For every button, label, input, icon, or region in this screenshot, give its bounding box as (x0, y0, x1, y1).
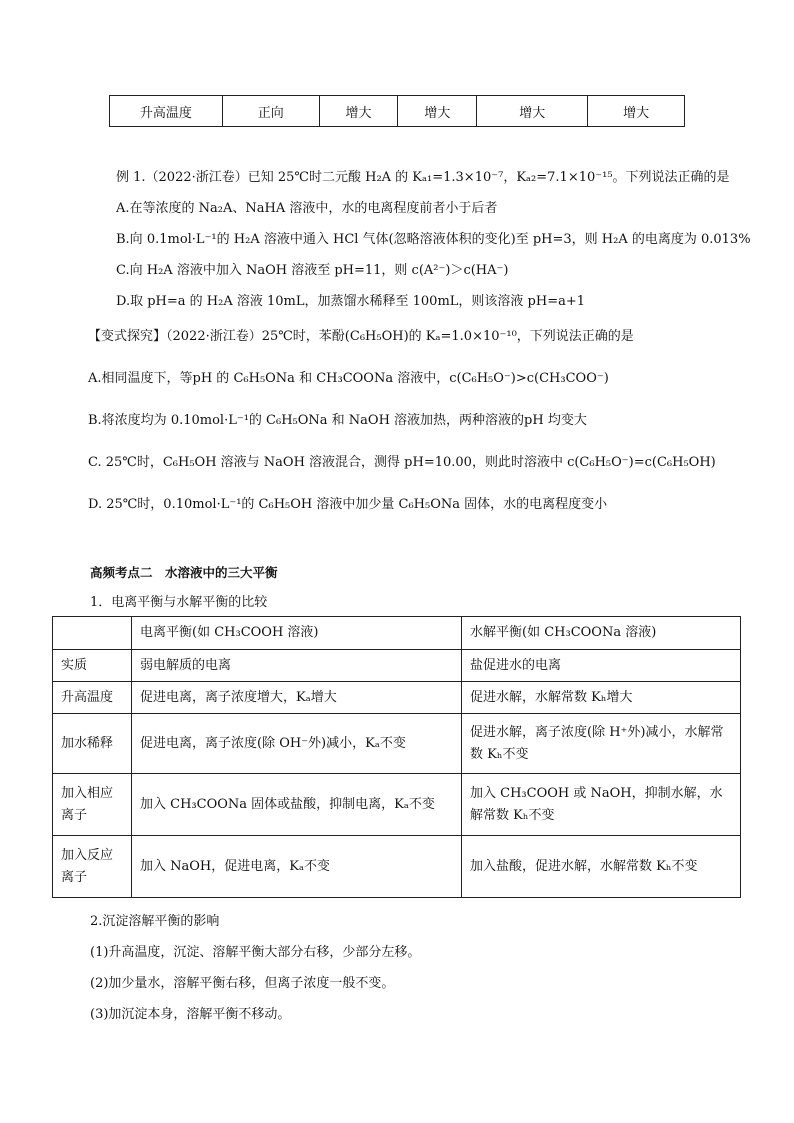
table-cell: 加入 CH₃COONa 固体或盐酸，抑制电离，Kₐ不变 (132, 774, 462, 836)
example1-option-c: C.向 H₂A 溶液中加入 NaOH 溶液至 pH=11，则 c(A²⁻)＞c(HA⁻) (116, 263, 509, 278)
table-row (53, 650, 741, 682)
table-cell: 弱电解质的电离 (132, 650, 462, 682)
subheading-precipitation: 2.沉淀溶解平衡的影响 (90, 914, 220, 929)
table-cell: 促进水解，离子浓度(除 H⁺外)减小，水解常数 Kₕ不变 (462, 714, 741, 774)
table-row (53, 682, 741, 714)
table-row (53, 774, 741, 836)
table-cell: 盐促进水的电离 (462, 650, 741, 682)
top-table (109, 95, 685, 127)
example1-option-d: D.取 pH=a 的 H₂A 溶液 10mL，加蒸馏水稀释至 100mL，则该溶液 pH=a+1 (116, 294, 585, 309)
table-cell: 促进电离，离子浓度(除 OH⁻外)减小，Kₐ不变 (132, 714, 462, 774)
table-cell: 加入 CH₃COOH 或 NaOH，抑制水解，水解常数 Kₕ不变 (462, 774, 741, 836)
table-header-row (53, 617, 741, 650)
variant-option-a: A.相同温度下，等pH 的 C₆H₅ONa 和 CH₃COONa 溶液中，c(C₆H₅O⁻)>c(CH₃COO⁻) (88, 371, 609, 386)
table-cell: 升高温度 (53, 682, 132, 714)
point-3: (3)加沉淀本身，溶解平衡不移动。 (90, 1007, 291, 1022)
table-cell: 促进水解，水解常数 Kₕ增大 (462, 682, 741, 714)
variant-option-b: B.将浓度均为 0.10mol·L⁻¹的 C₆H₅ONa 和 NaOH 溶液加热，两种溶液的pH 均变大 (88, 413, 587, 428)
table-cell: 加入 NaOH，促进电离，Kₐ不变 (132, 836, 462, 898)
point-2: (2)加少量水，溶解平衡右移，但离子浓度一般不变。 (90, 976, 395, 991)
variant-option-c: C. 25℃时，C₆H₅OH 溶液与 NaOH 溶液混合，测得 pH=10.00，则此时溶液中 c(C₆H₅O⁻)=c(C₆H₅OH) (88, 455, 716, 470)
section-heading: 高频考点二 水溶液中的三大平衡 (90, 565, 278, 580)
table-cell: 加入相应离子 (53, 774, 132, 836)
table-cell: 促进电离，离子浓度增大，Kₐ增大 (132, 682, 462, 714)
table-header-cell: 水解平衡(如 CH₃COONa 溶液) (462, 617, 741, 650)
table-cell: 加入反应离子 (53, 836, 132, 898)
comparison-table (52, 616, 741, 898)
table-header-cell (53, 617, 132, 650)
point-1: (1)升高温度，沉淀、溶解平衡大部分右移，少部分左移。 (90, 945, 421, 960)
table-cell: 加入盐酸，促进水解，水解常数 Kₕ不变 (462, 836, 741, 898)
example1-stem: 例 1.（2022·浙江卷）已知 25℃时二元酸 H₂A 的 Kₐ₁=1.3×10⁻⁷，Kₐ₂=7.1×10⁻¹⁵。下列说法正确的是 (116, 170, 730, 185)
table-cell: 加水稀释 (53, 714, 132, 774)
example1-option-a: A.在等浓度的 Na₂A、NaHA 溶液中，水的电离程度前者小于后者 (116, 201, 498, 216)
table-row (53, 714, 741, 774)
variant-stem: 【变式探究】（2022·浙江卷）25℃时，苯酚(C₆H₅OH)的 Kₐ=1.0×10⁻¹⁰，下列说法正确的是 (88, 329, 634, 344)
subheading-comparison: 1．电离平衡与水解平衡的比较 (90, 595, 268, 610)
table-header-cell: 电离平衡(如 CH₃COOH 溶液) (132, 617, 462, 650)
example1-option-b: B.向 0.1mol·L⁻¹的 H₂A 溶液中通入 HCl 气体(忽略溶液体积的变化)至 pH=3，则 H₂A 的电离度为 0.013% (116, 232, 751, 247)
table-cell: 正向 (222, 96, 319, 127)
table-cell: 增大 (398, 96, 477, 127)
table-cell: 增大 (477, 96, 588, 127)
table-row (110, 96, 685, 127)
table-cell: 增大 (319, 96, 398, 127)
variant-option-d: D. 25℃时，0.10mol·L⁻¹的 C₆H₅OH 溶液中加少量 C₆H₅ONa 固体，水的电离程度变小 (88, 497, 608, 512)
table-row (53, 836, 741, 898)
table-cell: 实质 (53, 650, 132, 682)
table-cell: 增大 (588, 96, 685, 127)
table-cell: 升高温度 (110, 96, 223, 127)
